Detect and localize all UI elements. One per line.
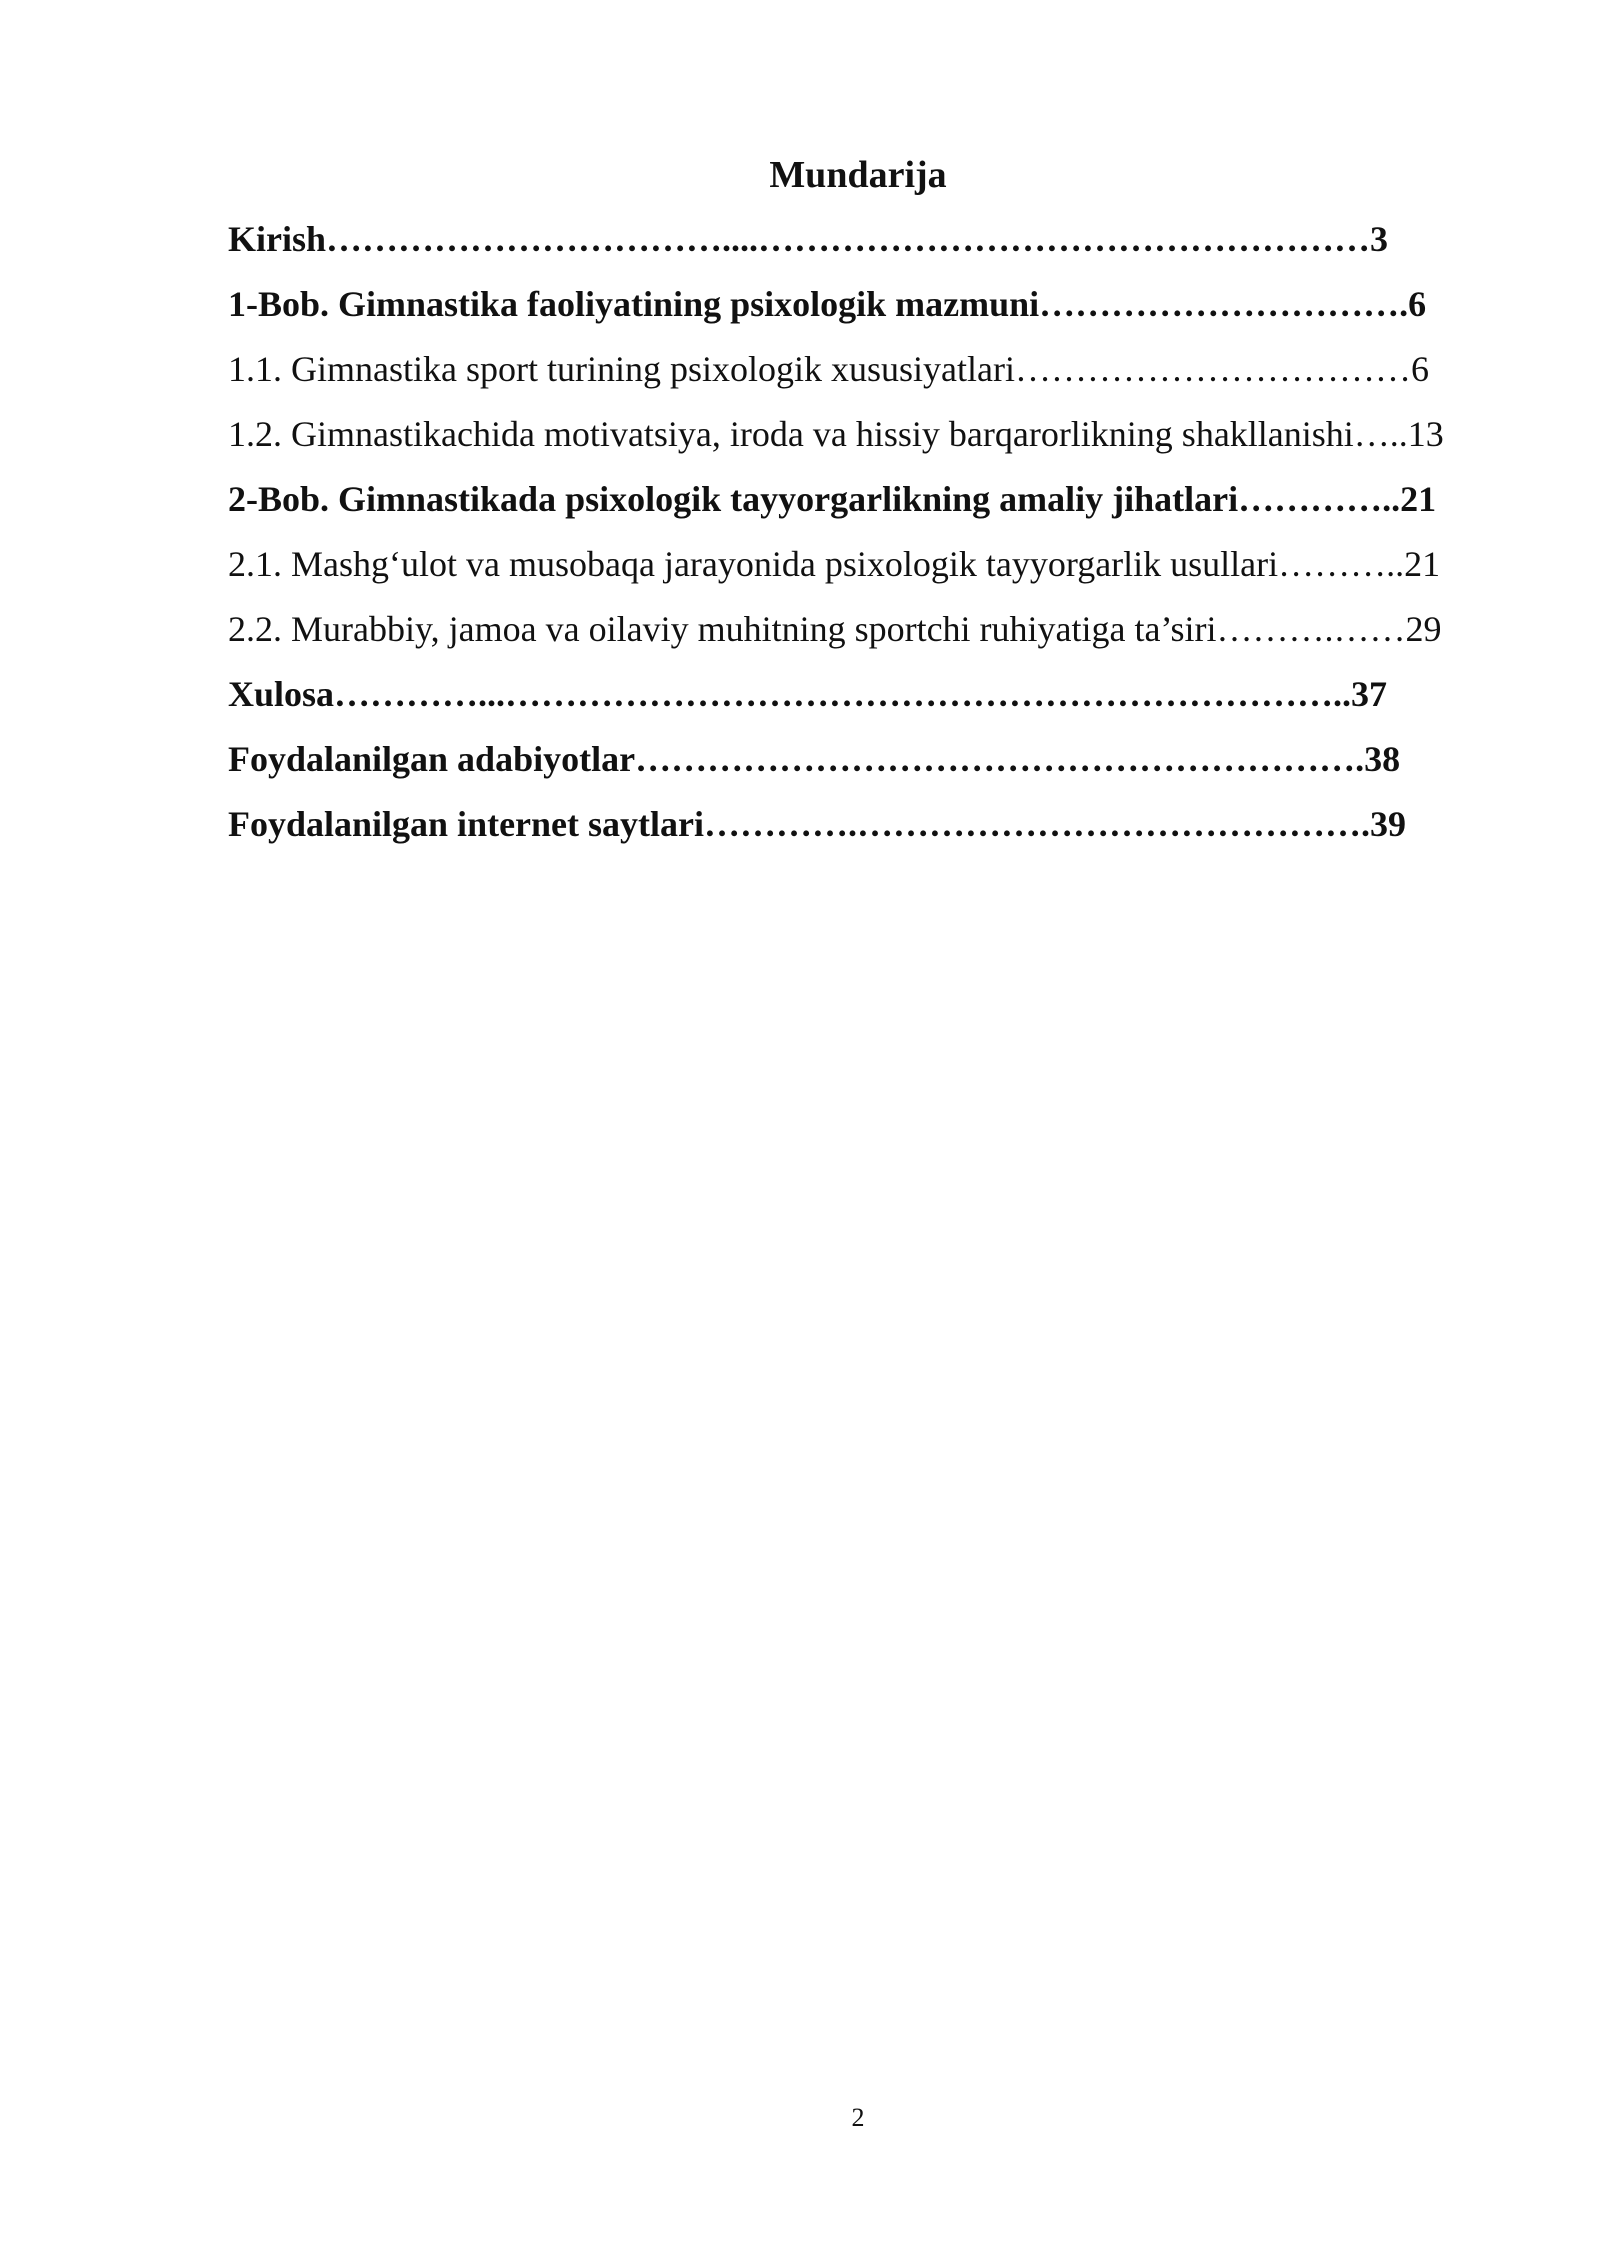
page-title: Mundarija: [769, 154, 947, 196]
toc-entry-section-2-2: 2.2. Murabbiy, jamoa va oilaviy muhitning sportchi ruhiyatiga ta’siri……….……29: [228, 609, 1442, 649]
toc-entry-chapter-1: 1-Bob. Gimnastika faoliyatining psixologik mazmuni………………………….6: [228, 284, 1427, 324]
toc-entry-adabiyotlar: Foydalanilgan adabiyotlar…………………………………………………….38: [228, 739, 1401, 779]
toc-entry-internet-saytlari: Foydalanilgan internet saytlari………….…………………………………….39: [228, 804, 1406, 844]
toc-entry-kirish: Kirish……………………………....……………………………………………3: [228, 219, 1389, 259]
toc-entry-section-1-2: 1.2. Gimnastikachida motivatsiya, iroda va hissiy barqarorlikning shakllanishi…..13: [228, 414, 1444, 454]
toc-entry-section-1-1: 1.1. Gimnastika sport turining psixologik xususiyatlari……………………………6: [228, 349, 1429, 389]
toc-entry-section-2-1: 2.1. Mashg‘ulot va musobaqa jarayonida psixologik tayyorgarlik usullari………..21: [228, 544, 1441, 584]
page-number: 2: [851, 2103, 865, 2132]
toc-entry-xulosa: Xulosa…………...……………………………………………………………..37: [228, 674, 1388, 714]
toc-entry-chapter-2: 2-Bob. Gimnastikada psixologik tayyorgarlikning amaliy jihatlari…………..21: [228, 479, 1437, 519]
table-of-contents: [228, 212, 1488, 862]
